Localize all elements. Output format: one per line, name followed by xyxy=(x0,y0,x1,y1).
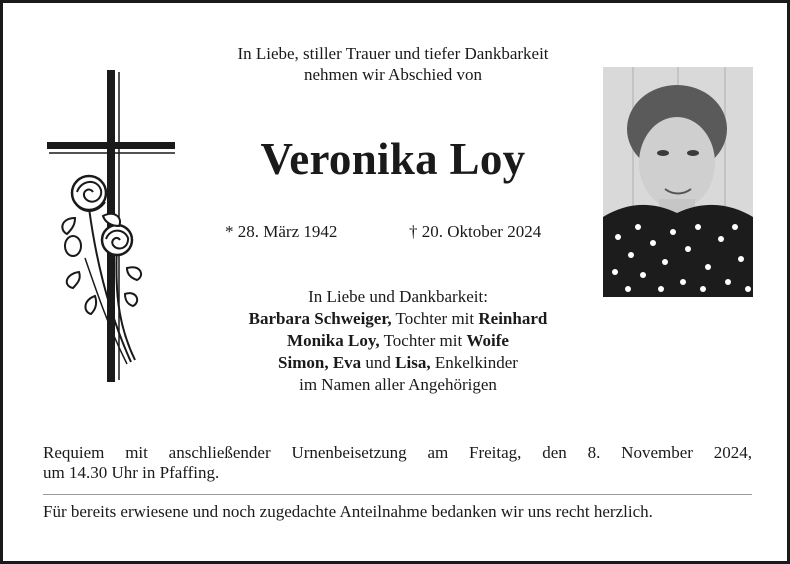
mourner-row xyxy=(153,308,643,330)
requiem-notice xyxy=(43,443,752,483)
birth-date: * 28. März 1942 xyxy=(225,222,338,241)
life-dates xyxy=(203,221,583,243)
relation-text: Enkelkinder xyxy=(430,353,518,372)
mourner-name: Woife xyxy=(466,331,509,350)
relation-text: Tochter mit xyxy=(391,309,479,328)
thanks-text: Für bereits erwiesene und noch zugedachte Anteilnahme bedanken wir uns recht herzlich. xyxy=(43,502,653,521)
mourner-name: Simon, Eva xyxy=(278,353,362,372)
intro-text xyxy=(153,43,633,85)
mourner-row xyxy=(153,352,643,374)
relation-text: Tochter mit xyxy=(379,331,467,350)
relation-text: und xyxy=(361,353,396,372)
death-date: † 20. Oktober 2024 xyxy=(409,222,542,241)
intro-line-1: In Liebe, stiller Trauer und tiefer Dankbarkeit xyxy=(237,44,549,63)
mourners-heading: In Liebe und Dankbarkeit: xyxy=(308,287,488,306)
mourner-name: Monika Loy, xyxy=(287,331,380,350)
mourner-row xyxy=(153,330,643,352)
mourners-block xyxy=(153,286,643,396)
divider xyxy=(43,494,752,495)
requiem-line-1: Requiem mit anschließender Urnenbeisetzung am Freitag, den 8. November 2024, xyxy=(43,443,752,462)
mourner-name: Lisa, xyxy=(395,353,431,372)
mourner-name: Barbara Schweiger, xyxy=(248,309,392,328)
requiem-line-2: um 14.30 Uhr in Pfaffing. xyxy=(43,463,220,482)
intro-line-2: nehmen wir Abschied von xyxy=(304,65,482,84)
portrait-photo xyxy=(603,67,753,297)
mourner-row: im Namen aller Angehörigen xyxy=(299,375,497,394)
deceased-name: Veronika Loy xyxy=(260,134,526,184)
mourner-name: Reinhard xyxy=(478,309,548,328)
